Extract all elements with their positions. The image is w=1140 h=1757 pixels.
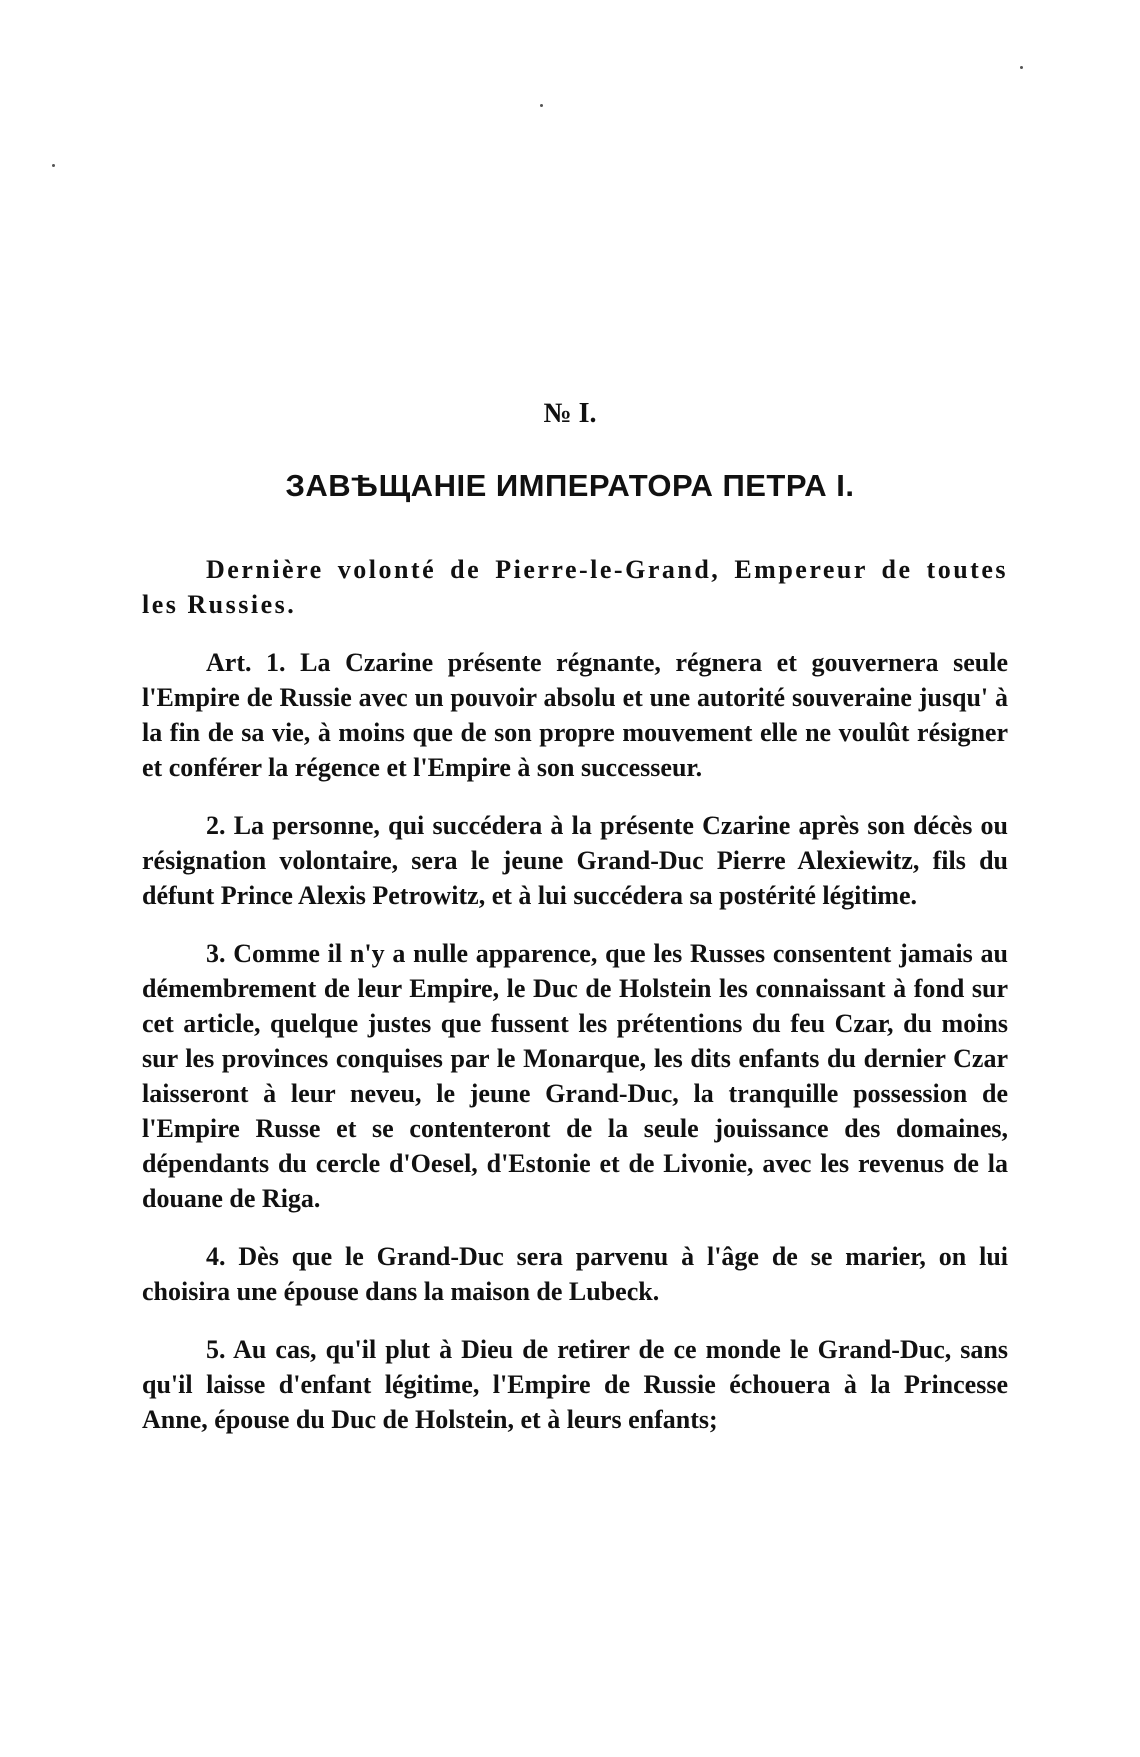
- paper-speck: [52, 164, 55, 167]
- paper-speck: [540, 104, 543, 107]
- document-title: ЗАВѢЩАНІЕ ИМПЕРАТОРА ПЕТРА I.: [285, 468, 855, 503]
- intro-paragraph: Dernière volonté de Pierre-le-Grand, Empereur de toutes les Russies.: [142, 555, 1008, 619]
- article-paragraph: Art. 1. La Czarine présente régnante, régnera et gouvernera seule l'Empire de Russie avec un pouvoir absolu et une autorité souveraine jusqu' à la fin de sa vie, à moins que de son propre mouvement elle ne voulût résigner et conférer la régence et l'Empire à son successeur.: [142, 648, 1008, 782]
- paper-speck: [1020, 66, 1023, 69]
- article-paragraph: 3. Comme il n'y a nulle apparence, que les Russes consentent jamais au démembrement de leur Empire, le Duc de Holstein les connaissant à fond sur cet article, quelque justes que fussent les prétentions du feu Czar, du moins sur les provinces conquises par le Monarque, les dits enfants du dernier Czar laisseront à leur neveu, le jeune Grand-Duc, la tranquille possession de l'Empire Russe et se contenteront de la seule jouissance des domaines, dépendants du cercle d'Oesel, d'Estonie et de Livonie, avec les revenus de la douane de Riga.: [142, 939, 1008, 1213]
- document-body: [142, 552, 1008, 1460]
- article-paragraph: 4. Dès que le Grand-Duc sera parvenu à l'âge de se marier, on lui choisira une épouse dans la maison de Lubeck.: [142, 1242, 1008, 1306]
- article-paragraph: 5. Au cas, qu'il plut à Dieu de retirer de ce monde le Grand-Duc, sans qu'il laisse d'enfant légitime, l'Empire de Russie échouera à la Princesse Anne, épouse du Duc de Holstein, et à leurs enfants;: [142, 1335, 1008, 1434]
- article-paragraph: 2. La personne, qui succédera à la présente Czarine après son décès ou résignation volontaire, sera le jeune Grand-Duc Pierre Alexiewitz, fils du défunt Prince Alexis Petrowitz, et à lui succédera sa postérité légitime.: [142, 811, 1008, 910]
- document-number: № I.: [543, 398, 597, 429]
